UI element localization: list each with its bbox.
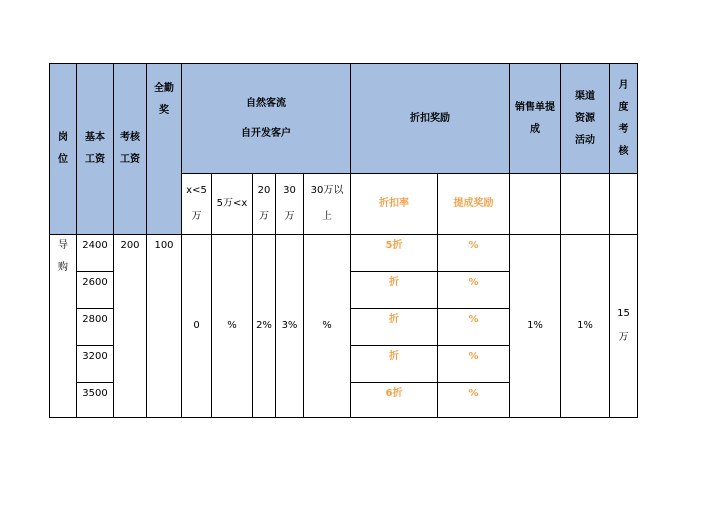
commission-reward-cell: % [438, 235, 510, 272]
subheader-tier2: 5万<x [212, 174, 253, 235]
discount-rate-cell: 折 [351, 346, 438, 383]
body-base-salary: 3200 [77, 346, 114, 383]
subheader-empty [610, 174, 638, 235]
salary-table [49, 63, 638, 418]
commission-reward-cell: % [438, 272, 510, 309]
body-tier3: 2% [253, 235, 276, 418]
subheader-tier4: 30 万 [276, 174, 304, 235]
subheader-empty [561, 174, 610, 235]
body-base-salary: 2800 [77, 309, 114, 346]
body-tier2: % [212, 235, 253, 418]
header-attendance-bonus: 全勤 奖 [147, 64, 182, 235]
body-monthly-assess: 15 万 [610, 235, 638, 418]
body-channel-resource: 1% [561, 235, 610, 418]
header-discount-reward: 折扣奖励 [351, 64, 510, 174]
body-base-salary: 2400 [77, 235, 114, 272]
discount-rate-cell: 5折 [351, 235, 438, 272]
body-tier5: % [304, 235, 351, 418]
subheader-tier5: 30万以 上 [304, 174, 351, 235]
body-attendance-bonus: 100 [147, 235, 182, 418]
subheader-commission-reward: 提成奖励 [438, 174, 510, 235]
commission-reward-cell: % [438, 309, 510, 346]
header-assess-salary: 考核 工资 [114, 64, 147, 235]
body-base-salary: 3500 [77, 383, 114, 418]
header-customer-group [182, 64, 351, 174]
header-self-dev-customer: 自开发客户 [241, 127, 291, 139]
body-post: 导 购 [50, 235, 77, 418]
body-sales-commission: 1% [510, 235, 561, 418]
discount-rate-cell: 折 [351, 309, 438, 346]
commission-reward-cell: % [438, 383, 510, 418]
body-assess-salary: 200 [114, 235, 147, 418]
header-base-salary: 基本 工资 [77, 64, 114, 235]
subheader-tier1: x<5 万 [182, 174, 212, 235]
header-channel-resource: 渠道 资源 活动 [561, 64, 610, 174]
header-monthly-assess: 月 度 考 核 [610, 64, 638, 174]
subheader-empty [510, 174, 561, 235]
header-natural-customer: 自然客流 [246, 97, 286, 109]
commission-reward-cell: % [438, 346, 510, 383]
subheader-discount-rate: 折扣率 [351, 174, 438, 235]
subheader-tier3: 20 万 [253, 174, 276, 235]
discount-rate-cell: 6折 [351, 383, 438, 418]
body-tier4: 3% [276, 235, 304, 418]
body-tier1: 0 [182, 235, 212, 418]
header-post: 岗 位 [50, 64, 77, 235]
body-base-salary: 2600 [77, 272, 114, 309]
header-sales-commission: 销售单提 成 [510, 64, 561, 174]
discount-rate-cell: 折 [351, 272, 438, 309]
